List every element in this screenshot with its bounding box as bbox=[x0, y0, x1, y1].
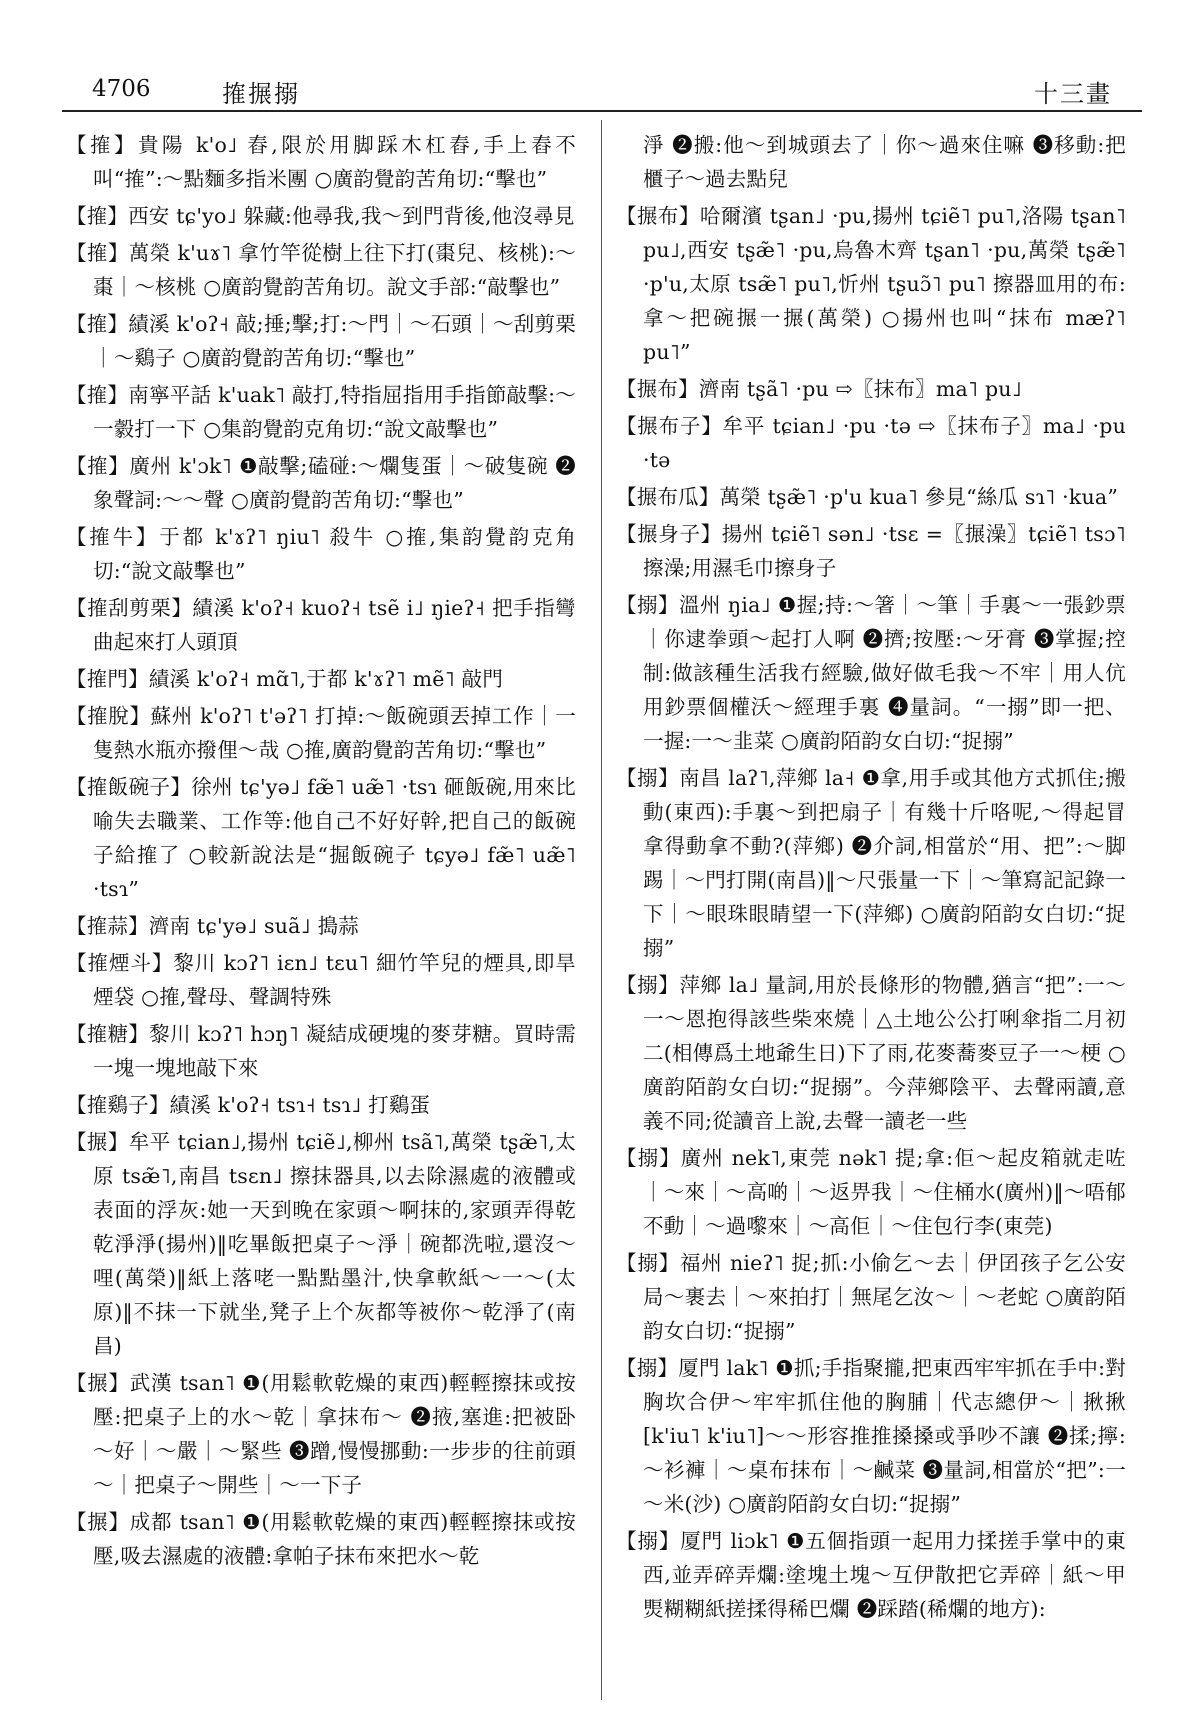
dictionary-entry: 【搉】貴陽 k'o˩ 舂,限於用脚踩木杠舂,手上舂不叫“搉”:～點麵多指米團 ○廣韵覺韵苦角切:“擊也” bbox=[66, 133, 576, 191]
dictionary-entry: 【搦】厦門 lak˥ ❶抓;手指聚攏,把東西牢牢抓在手中:對胸坎合伊～牢牢抓住他的胸脯｜代志總伊～｜揪揪[k'iu˥ k'iu˥]～～形容推推搡搡或爭吵不讓 ❷揉;擰:～衫褲｜～桌布抹布｜～鹹菜 ❸量詞,相當於“把”:一～米(沙) ○廣韵陌韵女白切:“捉搦” bbox=[616, 1356, 1126, 1516]
dictionary-entry: 【搉】廣州 k'ɔk˥ ❶敲擊;磕碰:～爛隻蛋｜～破隻碗 ❷象聲詞:～～聲 ○廣韵覺韵苦角切:“擊也” bbox=[66, 454, 576, 512]
dictionary-entry: 【搉鷄子】績溪 k'oʔ˧ tsɿ˧ tsɿ˩ 打鷄蛋 bbox=[66, 1093, 431, 1117]
left-column bbox=[66, 128, 576, 1576]
dictionary-entry: 【搉脫】蘇州 k'oʔ˥ t'əʔ˥ 打掉:～飯碗頭丟掉工作｜一隻熱水瓶亦撥俚～哉 ○搉,廣韵覺韵苦角切:“擊也” bbox=[66, 704, 576, 762]
column-divider bbox=[601, 120, 602, 1700]
dictionary-entry: 【搉糖】黎川 kɔʔ˥ hɔŋ˥ 凝結成硬塊的麥芽糖。買時需一塊一塊地敲下來 bbox=[66, 1022, 576, 1080]
dictionary-entry: 【搉】西安 tɕ'yo˩ 躲藏:他尋我,我～到門背後,他沒尋見 bbox=[66, 204, 575, 228]
page-number: 4706 bbox=[92, 76, 151, 102]
dictionary-entry: 【搉】南寧平話 k'uak˥ 敲打,特指屈指用手指節敲擊:～一豰打一下 ○集韵覺韵克角切:“說文敲擊也” bbox=[66, 383, 576, 441]
dictionary-entry: 【搉飯碗子】徐州 tɕ'yə˩ fæ̃˥ uæ̃˥ ·tsɿ 砸飯碗,用來比喻失去職業、工作等:他自己不好好幹,把自己的飯碗子給搉了 ○較新說法是“掘飯碗子 tɕyə˩ fæ̃˥ uæ̃˥ ·tsɿ” bbox=[66, 775, 576, 901]
stroke-section: 十三畫 bbox=[1034, 80, 1112, 108]
dictionary-entry: 【搉蒜】濟南 tɕ'yə˩ suã˩ 搗蒜 bbox=[66, 914, 359, 938]
dictionary-entry: 【搉刮剪栗】績溪 k'oʔ˧ kuoʔ˧ tsẽ i˩ ŋieʔ˧ 把手指彎曲起來打人頭頂 bbox=[66, 596, 576, 654]
dictionary-entry: 【搌】牟平 tɕian˩,揚州 tɕiẽ˩,柳州 tsã˥,萬榮 tʂæ̃˥,太原 tsæ̃˥,南昌 tsɛn˩ 擦抹器具,以去除濕處的液體或表面的浮灰:她一天到晚在家頭～啊抹的,家頭弄得乾乾淨淨(揚州)‖吃畢飯把桌子～淨｜碗都洗啦,還沒～哩(萬榮)‖紙上落咾一點點墨汁,快拿軟紙～一～(太原)‖不抹一下就坐,凳子上个灰都等被你～乾淨了(南昌) bbox=[66, 1130, 576, 1358]
dictionary-entry: 【搌】成都 tsan˥ ❶(用鬆軟乾燥的東西)輕輕擦抹或按壓,吸去濕處的液體:拿帕子抹布來把水～乾 bbox=[66, 1510, 576, 1568]
dictionary-entry: 【搉】績溪 k'oʔ˧ 敲;捶;擊;打:～門｜～石頭｜～刮剪栗｜～鷄子 ○廣韵覺韵苦角切:“擊也” bbox=[66, 312, 576, 370]
dictionary-entry: 【搦】廣州 nek˥,東莞 nək˥ 提;拿:佢～起皮箱就走咗｜～來｜～高啲｜～返畀我｜～住桶水(廣州)‖～唔郁不動｜～過嚟來｜～高佢｜～住包行李(東莞) bbox=[616, 1146, 1126, 1238]
dictionary-entry-continued: 淨 ❷搬:他～到城頭去了｜你～過來住嘛 ❸移動:把櫃子～過去點兒 bbox=[643, 133, 1126, 191]
dictionary-entry: 【搦】溫州 ŋia˩ ❶握;持:～箸｜～筆｜手裏～一張鈔票｜你逮拳頭～起打人啊 ❷擠;按壓:～牙膏 ❸掌握;控制:做該種生活我冇經驗,做好做毛我～不牢｜用人伉用鈔票個權沃～經理手裏 ❹量詞。“一搦”即一把、一握:一～韭菜 ○廣韵陌韵女白切:“捉搦” bbox=[616, 593, 1126, 753]
dictionary-entry: 【搉】萬榮 k'uɤ˥ 拿竹竿從樹上往下打(棗兒、核桃):～棗｜～核桃 ○廣韵覺韵苦角切。說文手部:“敲擊也” bbox=[66, 241, 576, 299]
dictionary-entry: 【搌身子】揚州 tɕiẽ˥ sən˩ ·tsɛ =〖搌澡〗tɕiẽ˥ tsɔ˥ 擦澡;用濕毛巾擦身子 bbox=[616, 522, 1126, 580]
dictionary-entry: 【搉門】績溪 k'oʔ˧ mɑ̃˥,于都 k'ɤʔ˥ mẽ˥ 敲門 bbox=[66, 667, 504, 691]
dictionary-entry: 【搉煙斗】黎川 kɔʔ˥ iɛn˩ tɛu˥ 細竹竿兒的煙具,即旱煙袋 ○搉,聲母、聲調特殊 bbox=[66, 951, 576, 1009]
dictionary-entry: 【搌布】濟南 tʂã˥ ·pu ⇨〖抹布〗ma˥ pu˩ bbox=[616, 377, 1022, 401]
dictionary-entry: 【搌布子】牟平 tɕian˩ ·pu ·tə ⇨〖抹布子〗ma˩ ·pu ·tə bbox=[616, 414, 1126, 472]
dictionary-entry: 【搦】南昌 laʔ˥,萍鄉 la˧ ❶拿,用手或其他方式抓住;搬動(東西):手裏～到把扇子｜有幾十斤咯呢,～得起冒拿得動拿不動?(萍鄉) ❷介詞,相當於“用、把”:～脚踢｜～門打開(南昌)‖～尺張量一下｜～筆寫記記錄一下｜～眼珠眼睛望一下(萍鄉) ○廣韵陌韵女白切:“捉搦” bbox=[616, 766, 1126, 960]
dictionary-entry: 【搌】武漢 tsan˥ ❶(用鬆軟乾燥的東西)輕輕擦抹或按壓:把桌子上的水～乾｜拿抹布～ ❷掖,塞進:把被卧～好｜～嚴｜～緊些 ❸蹭,慢慢挪動:一步步的往前頭～｜把桌子～開些｜～一下子 bbox=[66, 1371, 576, 1497]
dictionary-entry: 【搉牛】于都 k'ɤʔ˥ ŋiu˥ 殺牛 ○搉,集韵覺韵克角切:“說文敲擊也” bbox=[66, 525, 576, 583]
running-headwords: 搉搌搦 bbox=[222, 80, 300, 108]
page-header bbox=[62, 68, 1142, 112]
dictionary-entry: 【搌布瓜】萬榮 tʂæ̃˥ ·p'u kua˥ 參見“絲瓜 sɿ˥ ·kua” bbox=[616, 485, 1119, 509]
dictionary-entry: 【搦】福州 nieʔ˥ 捉;抓:小偷乞～去｜伊囝孩子乞公安局～裹去｜～來拍打｜無尾乞汝～｜～老蛇 ○廣韵陌韵女白切:“捉搦” bbox=[616, 1251, 1126, 1343]
dictionary-entry: 【搌布】哈爾濱 tʂan˩ ·pu,揚州 tɕiẽ˥ pu˥,洛陽 tʂan˥ pu˩,西安 tʂæ̃˥ ·pu,烏魯木齊 tʂan˥ ·pu,萬榮 tʂæ̃˥ ·p'u,太原 tsæ̃˥ pu˥,忻州 tʂuɔ̃˥ pu˥ 擦器皿用的布:拿～把碗搌一搌(萬榮) ○揚州也叫“抹布 mæʔ˥ pu˥” bbox=[616, 204, 1126, 364]
dictionary-entry: 【搦】厦門 liɔk˥ ❶五個指頭一起用力揉搓手掌中的東西,並弄碎弄爛:塗塊土塊～互伊散把它弄碎｜紙～甲㷡糊糊紙搓揉得稀巴爛 ❷踩踏(稀爛的地方): bbox=[616, 1529, 1126, 1621]
dictionary-entry: 【搦】萍鄉 la˩ 量詞,用於長條形的物體,猶言“把”:一～一～恩抱得該些柴來燒｜△土地公公打唎傘指二月初二(相傳爲土地爺生日)下了雨,花麥蕎麥豆子一～梗 ○廣韵陌韵女白切:“捉搦”。今萍鄉陰平、去聲兩讀,意義不同;從讀音上說,去聲一讀老一些 bbox=[616, 973, 1126, 1133]
right-column bbox=[616, 128, 1126, 1629]
